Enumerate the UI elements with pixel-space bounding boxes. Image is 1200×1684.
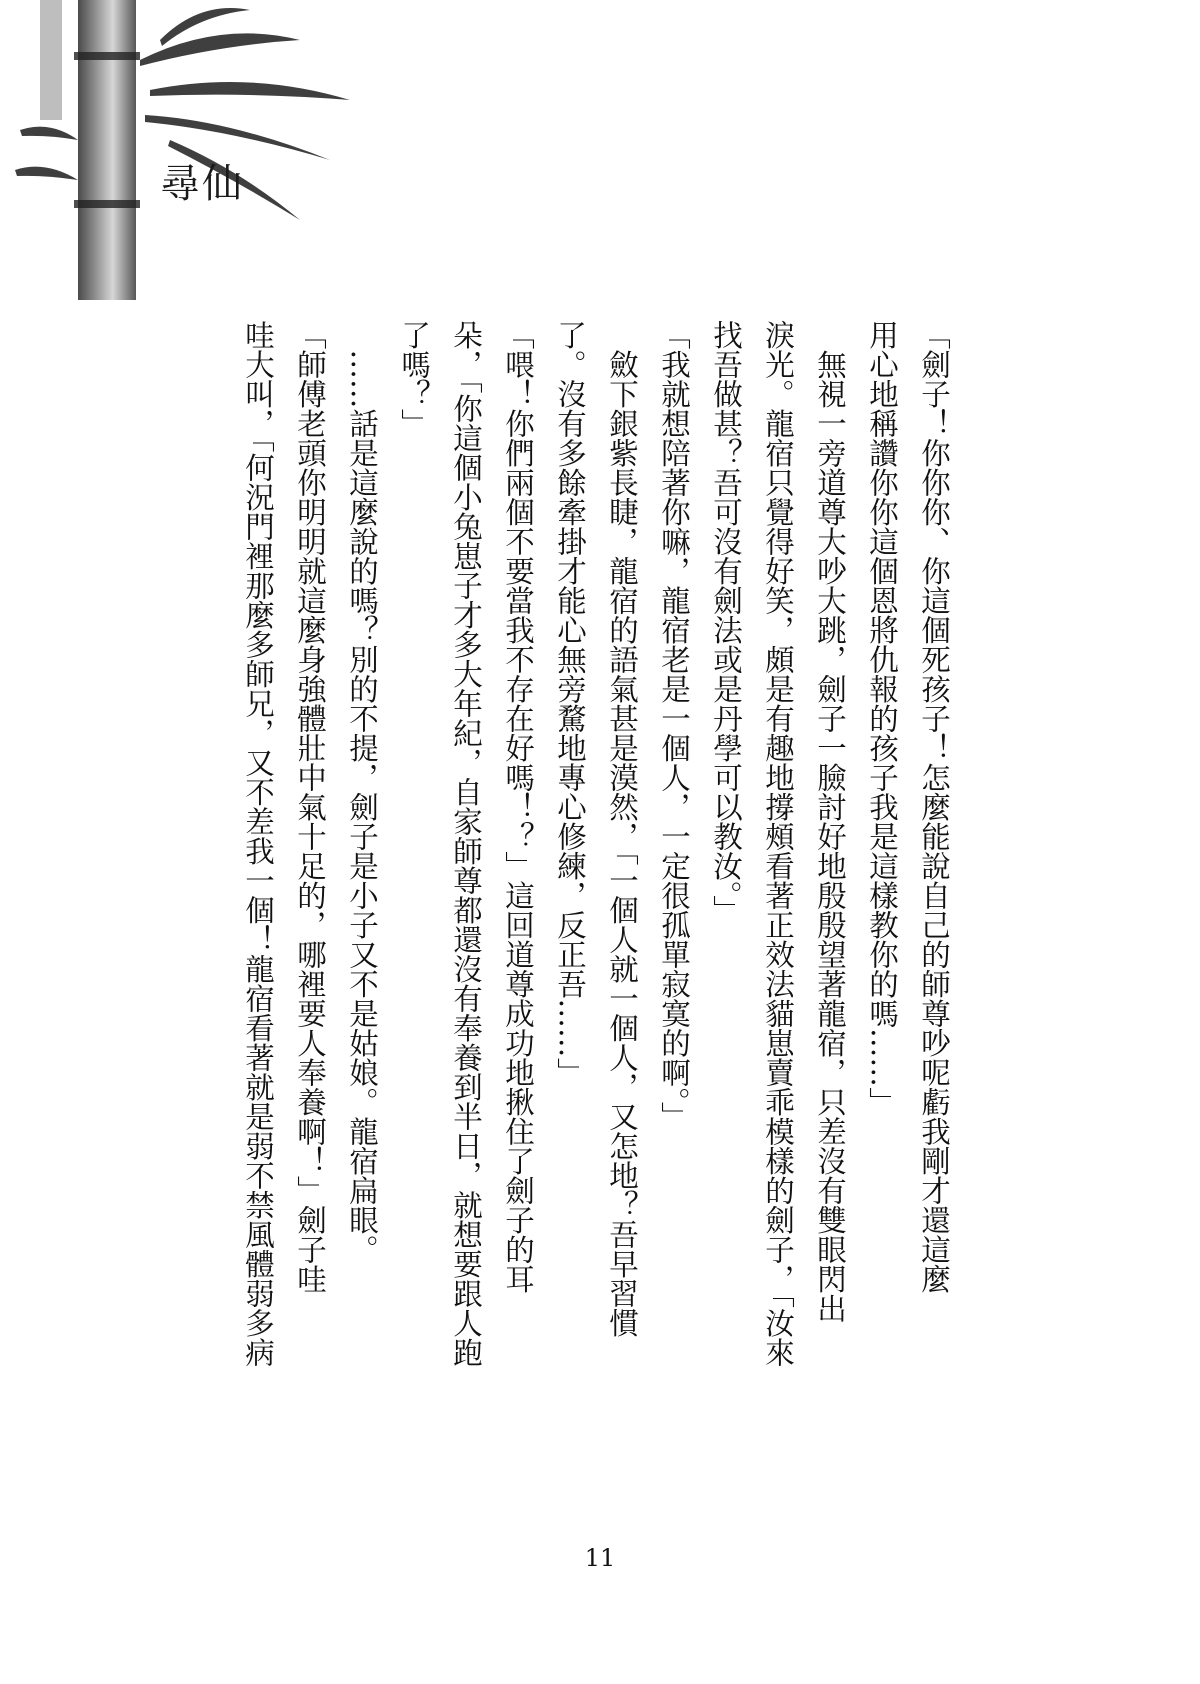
- text-column: 「師傅老頭你明明就這麼身強體壯中氣十足的，哪裡要人奉養啊！」劍子哇: [293, 320, 327, 1294]
- text-column: 「劍子！你你你、你這個死孩子！怎麼能說自己的師尊吵呢虧我剛才還這麼: [917, 320, 951, 1294]
- text-column: 「我就想陪著你嘛，龍宿老是一個人，一定很孤單寂寞的啊。」: [657, 320, 691, 1132]
- text-column: ……話是這麼說的嗎？別的不提，劍子是小子又不是姑娘。龍宿扁眼。: [345, 320, 379, 1264]
- text-column: 淚光。龍宿只覺得好笑，頗是有趣地撐頰看著正效法貓崽賣乖模樣的劍子，「汝來: [761, 320, 795, 1368]
- text-column: 朵，「你這個小兔崽子才多大年紀，自家師尊都還沒有奉養到半日，就想要跟人跑: [449, 320, 483, 1368]
- text-column: 用心地稱讚你你這個恩將仇報的孩子我是這樣教你的嗎……」: [865, 320, 899, 1117]
- vertical-text-body: [200, 320, 960, 1420]
- text-column: 斂下銀紫長睫，龍宿的語氣甚是漠然，「一個人就一個人，又怎地？吾早習慣: [605, 320, 639, 1338]
- chapter-title: 尋仙: [160, 161, 244, 207]
- text-column: 找吾做甚？吾可沒有劍法或是丹學可以教汝。」: [709, 320, 743, 925]
- text-column: 了嗎？」: [397, 320, 431, 438]
- text-column: 「喂！你們兩個不要當我不存在好嗎！？」這回道尊成功地揪住了劍子的耳: [501, 320, 535, 1294]
- text-column: 無視一旁道尊大吵大跳，劍子一臉討好地殷殷望著龍宿，只差沒有雙眼閃出: [813, 320, 847, 1323]
- text-column: 哇大叫，「何況門裡那麼多師兄，又不差我一個！龍宿看著就是弱不禁風體弱多病: [241, 320, 275, 1368]
- text-column: 了。沒有多餘牽掛才能心無旁騖地專心修練，反正吾……」: [553, 320, 587, 1087]
- page-number: 11: [584, 1544, 616, 1572]
